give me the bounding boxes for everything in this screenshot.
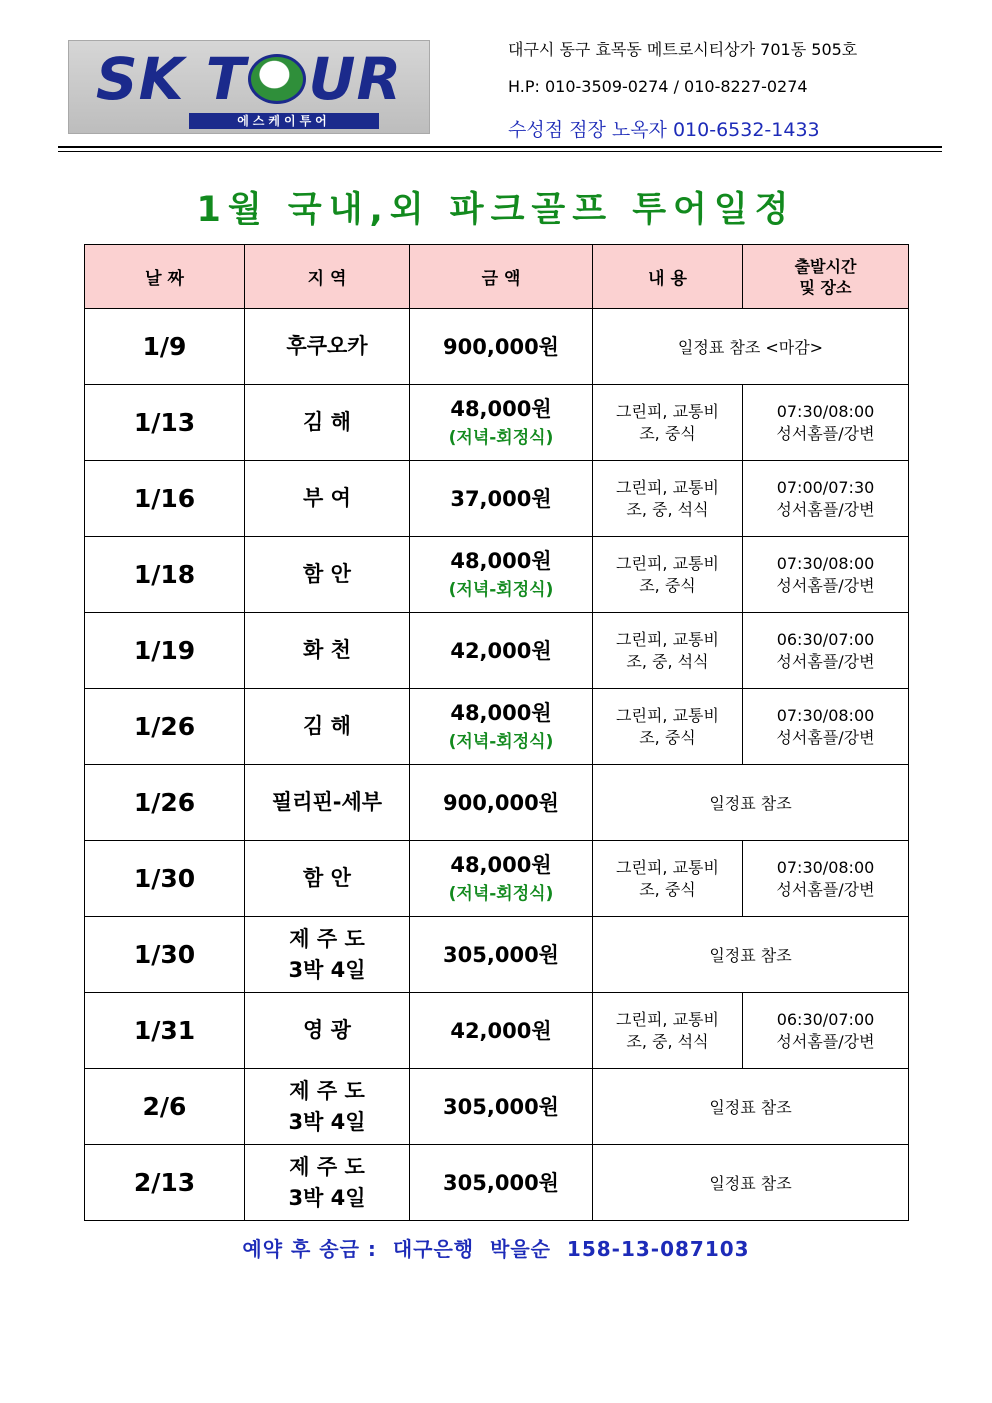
tour-departure: [743, 689, 909, 765]
tour-price-amount: 42,000원: [450, 1018, 552, 1043]
tour-region: [245, 917, 410, 993]
tour-price-note: (저녁-회정식): [448, 731, 554, 752]
header-departure-line2: 및 장소: [799, 277, 852, 297]
header-region: 지 역: [245, 245, 410, 309]
page-title: 1월 국내,외 파크골프 투어일정: [196, 190, 796, 230]
tour-price: [410, 385, 593, 461]
tour-price-amount: 305,000원: [443, 942, 559, 967]
tour-price: [410, 461, 593, 537]
payment-info: 예약 후 송금 : 대구은행 박을순 158-13-087103: [242, 1237, 750, 1261]
tour-itinerary-note: 일정표 참조: [593, 1145, 909, 1221]
tour-departure-time: 07:30/08:00: [776, 857, 875, 877]
tour-includes-line2: 조, 중, 석식: [626, 1031, 709, 1051]
tour-price: [410, 1069, 593, 1145]
tour-date: 1/30: [85, 841, 245, 917]
company-logo: [68, 40, 430, 134]
tour-price-amount: 305,000원: [443, 1094, 559, 1119]
tour-departure-time: 07:30/08:00: [776, 705, 875, 725]
logo-text-left: SK T: [95, 45, 247, 113]
tour-region: [245, 385, 410, 461]
tour-includes-line2: 조, 중식: [639, 727, 696, 747]
tour-date: 2/6: [85, 1069, 245, 1145]
table-row: [85, 461, 909, 537]
tour-departure-place: 성서홈플/강변: [776, 499, 875, 519]
tour-date: 1/18: [85, 537, 245, 613]
tour-includes-line1: 그린피, 교통비: [616, 1009, 719, 1029]
tour-includes: [593, 613, 743, 689]
tour-date: 1/30: [85, 917, 245, 993]
tour-region-name: 영 광: [303, 1018, 351, 1042]
tour-departure-place: 성서홈플/강변: [776, 651, 875, 671]
tour-includes-line1: 그린피, 교통비: [616, 401, 719, 421]
header-divider: [58, 146, 942, 148]
tour-price: [410, 1145, 593, 1221]
table-row: [85, 765, 909, 841]
golf-ball-icon: [248, 54, 306, 104]
tour-price: [410, 917, 593, 993]
tour-region-name: 필리핀-세부: [271, 790, 383, 814]
tour-departure: [743, 537, 909, 613]
header-price: 금 액: [410, 245, 593, 309]
tour-price-amount: 900,000원: [443, 334, 559, 359]
tour-departure: [743, 993, 909, 1069]
tour-departure-time: 07:30/08:00: [776, 401, 875, 421]
tour-region-duration: 3박 4일: [288, 1109, 366, 1134]
tour-region: [245, 537, 410, 613]
tour-region: [245, 309, 410, 385]
tour-includes: [593, 841, 743, 917]
tour-region: [245, 613, 410, 689]
tour-includes-line2: 조, 중식: [639, 423, 696, 443]
tour-itinerary-note: 일정표 참조: [593, 917, 909, 993]
tour-date: 1/19: [85, 613, 245, 689]
tour-price: [410, 309, 593, 385]
tour-departure-place: 성서홈플/강변: [776, 575, 875, 595]
tour-date: 1/13: [85, 385, 245, 461]
tour-departure-time: 07:00/07:30: [776, 477, 875, 497]
tour-region-name: 화 천: [303, 638, 351, 662]
tour-includes-line1: 그린피, 교통비: [616, 705, 719, 725]
tour-includes-line2: 조, 중, 석식: [626, 651, 709, 671]
tour-price-amount: 48,000원: [450, 852, 552, 877]
tour-includes-line2: 조, 중식: [639, 575, 696, 595]
tour-region: [245, 1069, 410, 1145]
tour-price-amount: 48,000원: [450, 548, 552, 573]
header-date: 날 짜: [85, 245, 245, 309]
tour-itinerary-note: 일정표 참조 <마감>: [593, 309, 909, 385]
company-phone: H.P: 010-3509-0274 / 010-8227-0274: [508, 77, 808, 96]
tour-region-name: 제 주 도: [289, 1154, 365, 1179]
tour-includes-line2: 조, 중, 석식: [626, 499, 709, 519]
tour-region-name: 함 안: [303, 866, 351, 890]
tour-departure: [743, 385, 909, 461]
table-header-row: [85, 245, 909, 309]
logo-text-right: UR: [308, 45, 403, 113]
tour-date: 1/26: [85, 689, 245, 765]
tour-includes: [593, 385, 743, 461]
logo-wordmark: [69, 47, 429, 111]
tour-region-name: 후쿠오카: [286, 334, 368, 358]
tour-price-amount: 900,000원: [443, 790, 559, 815]
table-row: [85, 1145, 909, 1221]
tour-includes: [593, 689, 743, 765]
tour-region: [245, 841, 410, 917]
tour-price: [410, 993, 593, 1069]
branch-contact: 수성점 점장 노옥자 010-6532-1433: [508, 119, 820, 141]
tour-departure-time: 06:30/07:00: [776, 1009, 875, 1029]
tour-region: [245, 461, 410, 537]
tour-region-name: 김 해: [303, 410, 351, 434]
tour-region-name: 제 주 도: [289, 926, 365, 951]
header-divider-thin: [58, 151, 942, 152]
tour-price-amount: 37,000원: [450, 486, 552, 511]
tour-date: 1/26: [85, 765, 245, 841]
tour-price-note: (저녁-회정식): [448, 883, 554, 904]
logo-subtitle: 에스케이투어: [189, 113, 379, 129]
tour-schedule-table: [84, 244, 909, 1221]
tour-date: 2/13: [85, 1145, 245, 1221]
tour-price: [410, 537, 593, 613]
tour-region: [245, 689, 410, 765]
tour-date: 1/16: [85, 461, 245, 537]
tour-price-note: (저녁-회정식): [448, 579, 554, 600]
tour-region-duration: 3박 4일: [288, 1185, 366, 1210]
table-row: [85, 385, 909, 461]
tour-price: [410, 689, 593, 765]
tour-includes-line1: 그린피, 교통비: [616, 857, 719, 877]
tour-region-duration: 3박 4일: [288, 957, 366, 982]
tour-date: 1/31: [85, 993, 245, 1069]
tour-includes-line1: 그린피, 교통비: [616, 629, 719, 649]
tour-itinerary-note: 일정표 참조: [593, 1069, 909, 1145]
table-row: [85, 537, 909, 613]
tour-price: [410, 765, 593, 841]
tour-departure-place: 성서홈플/강변: [776, 879, 875, 899]
tour-departure: [743, 841, 909, 917]
tour-date: 1/9: [85, 309, 245, 385]
tour-includes-line1: 그린피, 교통비: [616, 477, 719, 497]
tour-price-amount: 305,000원: [443, 1170, 559, 1195]
tour-region: [245, 765, 410, 841]
table-row: [85, 309, 909, 385]
tour-region-name: 함 안: [303, 562, 351, 586]
tour-price-amount: 42,000원: [450, 638, 552, 663]
header-departure: [743, 245, 909, 309]
table-row: [85, 613, 909, 689]
header-includes: 내 용: [593, 245, 743, 309]
tour-price-amount: 48,000원: [450, 700, 552, 725]
tour-departure: [743, 461, 909, 537]
table-row: [85, 1069, 909, 1145]
tour-region-name: 제 주 도: [289, 1078, 365, 1103]
table-row: [85, 841, 909, 917]
tour-price: [410, 613, 593, 689]
tour-includes: [593, 993, 743, 1069]
tour-price-amount: 48,000원: [450, 396, 552, 421]
tour-departure-place: 성서홈플/강변: [776, 1031, 875, 1051]
tour-includes: [593, 461, 743, 537]
tour-price: [410, 841, 593, 917]
tour-includes-line2: 조, 중식: [639, 879, 696, 899]
company-address: 대구시 동구 효목동 메트로시티상가 701동 505호: [508, 40, 858, 59]
tour-departure-time: 07:30/08:00: [776, 553, 875, 573]
tour-region: [245, 993, 410, 1069]
tour-departure-place: 성서홈플/강변: [776, 423, 875, 443]
tour-departure-time: 06:30/07:00: [776, 629, 875, 649]
tour-departure: [743, 613, 909, 689]
tour-itinerary-note: 일정표 참조: [593, 765, 909, 841]
table-row: [85, 993, 909, 1069]
tour-price-note: (저녁-회정식): [448, 427, 554, 448]
table-row: [85, 917, 909, 993]
tour-departure-place: 성서홈플/강변: [776, 727, 875, 747]
tour-region-name: 부 여: [303, 486, 351, 510]
header-departure-line1: 출발시간: [794, 256, 857, 276]
tour-includes-line1: 그린피, 교통비: [616, 553, 719, 573]
tour-region: [245, 1145, 410, 1221]
table-row: [85, 689, 909, 765]
tour-includes: [593, 537, 743, 613]
tour-region-name: 김 해: [303, 714, 351, 738]
